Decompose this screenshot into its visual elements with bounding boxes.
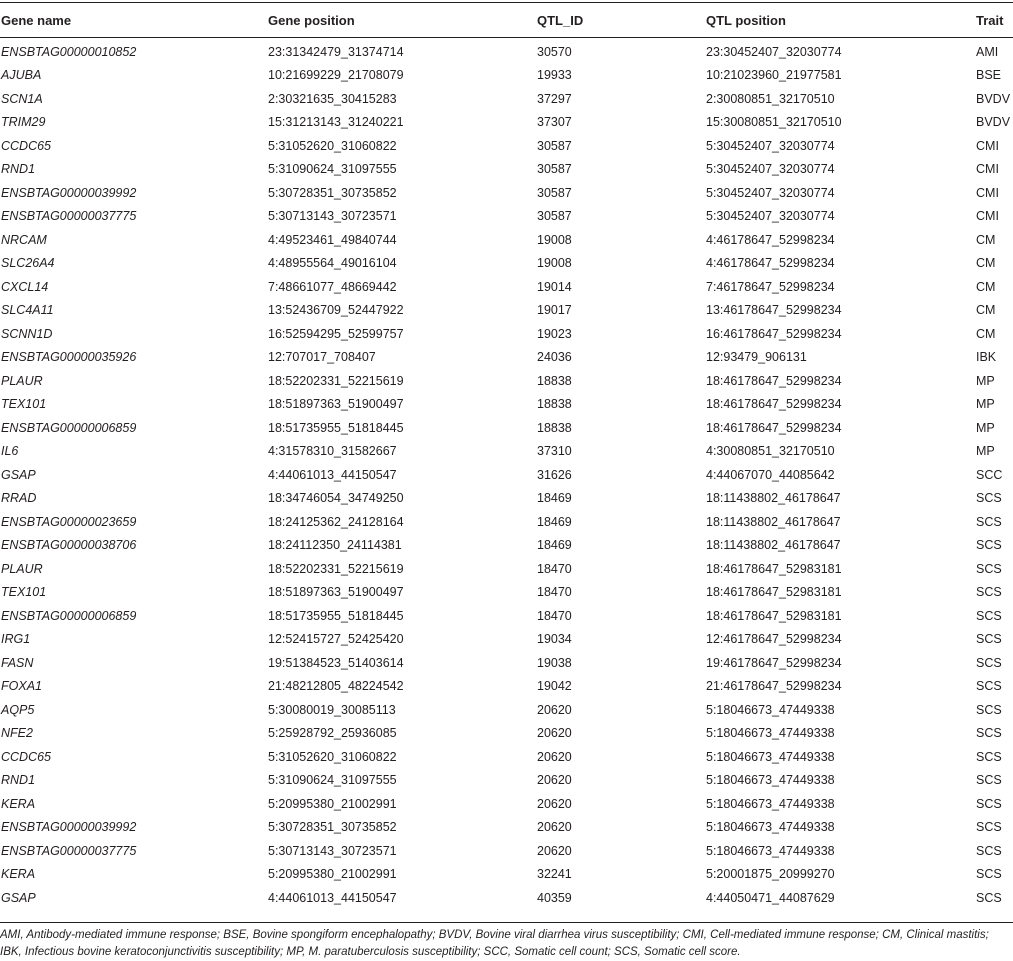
gene-name-cell: TRIM29: [1, 115, 46, 130]
qtl-position-cell: 5:18046673_47449338: [706, 726, 835, 741]
table-row: [0, 440, 1013, 464]
trait-cell: SCS: [976, 726, 1002, 741]
qtl-position-cell: 5:18046673_47449338: [706, 843, 835, 858]
gene-position-cell: 15:31213143_31240221: [268, 115, 404, 130]
table-row: [0, 111, 1013, 135]
qtl-id-cell: 31626: [537, 467, 572, 482]
table-row: [0, 628, 1013, 652]
qtl-id-cell: 19017: [537, 303, 572, 318]
table-header-row: [0, 3, 1013, 37]
gene-position-cell: 18:24125362_24128164: [268, 514, 404, 529]
gene-name-cell: AJUBA: [1, 68, 42, 83]
qtl-id-cell: 18838: [537, 420, 572, 435]
qtl-position-cell: 5:18046673_47449338: [706, 749, 835, 764]
gene-position-cell: 18:51897363_51900497: [268, 397, 404, 412]
trait-cell: SCS: [976, 773, 1002, 788]
table-row: [0, 722, 1013, 746]
gene-name-cell: ENSBTAG00000006859: [1, 420, 137, 435]
gene-name-cell: GSAP: [1, 467, 36, 482]
qtl-id-cell: 30587: [537, 162, 572, 177]
gene-name-cell: CCDC65: [1, 749, 52, 764]
trait-cell: BSE: [976, 68, 1002, 83]
qtl-id-cell: 32241: [537, 867, 572, 882]
table-row: [0, 134, 1013, 158]
gene-name-cell: ENSBTAG00000039992: [1, 185, 137, 200]
table-row: [0, 299, 1013, 323]
gene-position-cell: 18:51897363_51900497: [268, 585, 404, 600]
trait-cell: BVDV: [976, 115, 1011, 130]
qtl-id-cell: 19008: [537, 256, 572, 271]
qtl-id-cell: 30587: [537, 209, 572, 224]
table-row: [0, 792, 1013, 816]
qtl-position-cell: 5:18046673_47449338: [706, 796, 835, 811]
gene-position-cell: 21:48212805_48224542: [268, 679, 404, 694]
trait-cell: AMI: [976, 44, 999, 59]
trait-cell: SCS: [976, 632, 1002, 647]
gene-position-cell: 18:34746054_34749250: [268, 491, 404, 506]
gene-name-cell: ENSBTAG00000039992: [1, 820, 137, 835]
gene-name-cell: RND1: [1, 162, 36, 177]
gene-position-cell: 5:30728351_30735852: [268, 820, 397, 835]
table-row: [0, 275, 1013, 299]
gene-position-cell: 16:52594295_52599757: [268, 326, 404, 341]
qtl-position-cell: 5:30452407_32030774: [706, 162, 835, 177]
trait-cell: CM: [976, 303, 996, 318]
qtl-id-cell: 19933: [537, 68, 572, 83]
table-body: [0, 37, 1013, 910]
gene-position-cell: 10:21699229_21708079: [268, 68, 404, 83]
qtl-id-cell: 30587: [537, 138, 572, 153]
qtl-position-cell: 18:46178647_52998234: [706, 397, 842, 412]
qtl-position-cell: 4:44050471_44087629: [706, 890, 835, 905]
qtl-position-cell: 18:46178647_52998234: [706, 373, 842, 388]
gene-position-cell: 18:51735955_51818445: [268, 420, 404, 435]
qtl-id-cell: 18838: [537, 373, 572, 388]
qtl-id-cell: 30570: [537, 44, 572, 59]
table-row: [0, 604, 1013, 628]
gene-name-cell: SLC26A4: [1, 256, 55, 271]
qtl-id-cell: 37307: [537, 115, 572, 130]
trait-cell: SCC: [976, 467, 1003, 482]
qtl-id-cell: 18469: [537, 514, 572, 529]
qtl-position-cell: 12:93479_906131: [706, 350, 807, 365]
qtl-id-cell: 18838: [537, 397, 572, 412]
qtl-position-cell: 5:30452407_32030774: [706, 209, 835, 224]
qtl-position-cell: 13:46178647_52998234: [706, 303, 842, 318]
qtl-id-cell: 20620: [537, 726, 572, 741]
gene-name-cell: ENSBTAG00000037775: [1, 209, 137, 224]
trait-cell: CMI: [976, 138, 999, 153]
qtl-id-cell: 37310: [537, 444, 572, 459]
gene-position-cell: 5:31090624_31097555: [268, 162, 397, 177]
trait-cell: MP: [976, 420, 995, 435]
qtl-position-cell: 5:18046673_47449338: [706, 702, 835, 717]
qtl-position-cell: 4:44067070_44085642: [706, 467, 835, 482]
qtl-id-cell: 20620: [537, 843, 572, 858]
gene-name-cell: ENSBTAG00000010852: [1, 44, 137, 59]
qtl-id-cell: 20620: [537, 749, 572, 764]
table-row: [0, 816, 1013, 840]
table-row: [0, 393, 1013, 417]
trait-cell: CMI: [976, 162, 999, 177]
gene-name-cell: CCDC65: [1, 138, 52, 153]
table-row: [0, 581, 1013, 605]
table-row: [0, 745, 1013, 769]
gene-position-cell: 4:31578310_31582667: [268, 444, 397, 459]
gene-name-cell: SLC4A11: [1, 303, 54, 318]
gene-position-cell: 5:30713143_30723571: [268, 209, 397, 224]
gene-position-cell: 4:44061013_44150547: [268, 467, 397, 482]
gene-name-cell: SCNN1D: [1, 326, 53, 341]
trait-cell: SCS: [976, 679, 1002, 694]
table-row: [0, 87, 1013, 111]
gene-name-cell: CXCL14: [1, 279, 49, 294]
trait-cell: SCS: [976, 608, 1002, 623]
qtl-id-cell: 40359: [537, 890, 572, 905]
qtl-id-cell: 20620: [537, 820, 572, 835]
qtl-id-cell: 19008: [537, 232, 572, 247]
gene-name-cell: GSAP: [1, 890, 36, 905]
table-row: [0, 651, 1013, 675]
gene-name-cell: IRG1: [1, 632, 31, 647]
qtl-id-cell: 24036: [537, 350, 572, 365]
qtl-position-cell: 5:18046673_47449338: [706, 773, 835, 788]
bottom-rule: [0, 922, 1013, 923]
table-row: [0, 557, 1013, 581]
table-row: [0, 886, 1013, 910]
trait-cell: MP: [976, 397, 995, 412]
qtl-position-cell: 16:46178647_52998234: [706, 326, 842, 341]
gene-position-cell: 5:25928792_25936085: [268, 726, 397, 741]
table-row: [0, 863, 1013, 887]
qtl-position-cell: 4:46178647_52998234: [706, 256, 835, 271]
gene-position-cell: 18:24112350_24114381: [268, 538, 402, 553]
table-row: [0, 510, 1013, 534]
gene-position-cell: 23:31342479_31374714: [268, 44, 404, 59]
header-trait: Trait: [976, 12, 1004, 28]
qtl-position-cell: 18:46178647_52983181: [706, 585, 842, 600]
trait-cell: SCS: [976, 702, 1002, 717]
gene-position-cell: 19:51384523_51403614: [268, 655, 404, 670]
header-gene-position: Gene position: [268, 12, 355, 28]
qtl-position-cell: 12:46178647_52998234: [706, 632, 842, 647]
gene-name-cell: TEX101: [1, 585, 47, 600]
gene-name-cell: KERA: [1, 867, 36, 882]
table-row: [0, 228, 1013, 252]
gene-name-cell: RRAD: [1, 491, 37, 506]
gene-name-cell: TEX101: [1, 397, 47, 412]
gene-name-cell: ENSBTAG00000037775: [1, 843, 137, 858]
gene-name-cell: AQP5: [1, 702, 35, 717]
qtl-id-cell: 20620: [537, 773, 572, 788]
gene-name-cell: KERA: [1, 796, 36, 811]
trait-cell: SCS: [976, 585, 1002, 600]
trait-cell: CM: [976, 232, 996, 247]
gene-name-cell: FASN: [1, 655, 34, 670]
gene-position-cell: 5:31052620_31060822: [268, 749, 397, 764]
gene-position-cell: 4:49523461_49840744: [268, 232, 397, 247]
qtl-position-cell: 5:20001875_20999270: [706, 867, 835, 882]
gene-name-cell: NFE2: [1, 726, 33, 741]
trait-cell: SCS: [976, 843, 1002, 858]
qtl-id-cell: 19014: [537, 279, 572, 294]
gene-name-cell: IL6: [1, 444, 19, 459]
trait-cell: CM: [976, 256, 996, 271]
trait-cell: SCS: [976, 655, 1002, 670]
gene-name-cell: ENSBTAG00000006859: [1, 608, 137, 623]
trait-cell: MP: [976, 444, 995, 459]
qtl-id-cell: 20620: [537, 702, 572, 717]
gene-position-cell: 5:30728351_30735852: [268, 185, 397, 200]
gene-position-cell: 18:51735955_51818445: [268, 608, 404, 623]
trait-cell: SCS: [976, 890, 1002, 905]
qtl-id-cell: 18469: [537, 491, 572, 506]
gene-position-cell: 5:31052620_31060822: [268, 138, 397, 153]
qtl-id-cell: 18470: [537, 608, 572, 623]
gene-position-cell: 5:20995380_21002991: [268, 867, 397, 882]
trait-cell: SCS: [976, 491, 1002, 506]
trait-cell: SCS: [976, 749, 1002, 764]
table-row: [0, 534, 1013, 558]
qtl-position-cell: 18:11438802_46178647: [706, 491, 841, 506]
table-row: [0, 346, 1013, 370]
table-row: [0, 839, 1013, 863]
qtl-position-cell: 4:46178647_52998234: [706, 232, 835, 247]
trait-cell: IBK: [976, 350, 997, 365]
qtl-id-cell: 18470: [537, 561, 572, 576]
gene-position-cell: 5:30080019_30085113: [268, 702, 396, 717]
header-qtl-position: QTL position: [706, 12, 786, 28]
gene-position-cell: 13:52436709_52447922: [268, 303, 404, 318]
trait-cell: SCS: [976, 538, 1002, 553]
gene-position-cell: 5:30713143_30723571: [268, 843, 397, 858]
gene-name-cell: ENSBTAG00000035926: [1, 350, 137, 365]
qtl-id-cell: 19034: [537, 632, 572, 647]
table-row: [0, 463, 1013, 487]
trait-cell: SCS: [976, 561, 1002, 576]
gene-name-cell: SCN1A: [1, 91, 43, 106]
qtl-id-cell: 30587: [537, 185, 572, 200]
qtl-position-cell: 18:11438802_46178647: [706, 538, 841, 553]
gene-name-cell: NRCAM: [1, 232, 47, 247]
qtl-position-cell: 23:30452407_32030774: [706, 44, 842, 59]
gene-name-cell: ENSBTAG00000023659: [1, 514, 137, 529]
qtl-id-cell: 18469: [537, 538, 572, 553]
gene-position-cell: 18:52202331_52215619: [268, 373, 404, 388]
qtl-position-cell: 5:30452407_32030774: [706, 138, 835, 153]
gene-name-cell: ENSBTAG00000038706: [1, 538, 137, 553]
table-row: [0, 675, 1013, 699]
trait-cell: CMI: [976, 209, 999, 224]
trait-cell: SCS: [976, 514, 1002, 529]
qtl-position-cell: 18:46178647_52983181: [706, 608, 842, 623]
qtl-id-cell: 20620: [537, 796, 572, 811]
gene-name-cell: RND1: [1, 773, 36, 788]
qtl-position-cell: 15:30080851_32170510: [706, 115, 842, 130]
gene-name-cell: FOXA1: [1, 679, 42, 694]
table-row: [0, 369, 1013, 393]
gene-position-cell: 12:52415727_52425420: [268, 632, 404, 647]
qtl-position-cell: 7:46178647_52998234: [706, 279, 835, 294]
qtl-id-cell: 19023: [537, 326, 572, 341]
qtl-id-cell: 37297: [537, 91, 572, 106]
gene-position-cell: 12:707017_708407: [268, 350, 376, 365]
table-row: [0, 158, 1013, 182]
qtl-id-cell: 19038: [537, 655, 572, 670]
trait-cell: SCS: [976, 867, 1002, 882]
table-row: [0, 487, 1013, 511]
gene-position-cell: 18:52202331_52215619: [268, 561, 404, 576]
trait-cell: MP: [976, 373, 995, 388]
gene-position-cell: 4:44061013_44150547: [268, 890, 397, 905]
gene-name-cell: PLAUR: [1, 373, 43, 388]
gene-name-cell: PLAUR: [1, 561, 43, 576]
table-row: [0, 205, 1013, 229]
qtl-position-cell: 2:30080851_32170510: [706, 91, 835, 106]
table-footnote: AMI, Antibody-mediated immune response; BSE, Bovine spongiform encephalopathy; BVDV, Bovine viral diarrhea virus susceptibility; CMI, Cell-mediated immune response; CM, Clinical mastitis; IBK, Infectious bovine keratoconjunctivitis susceptibility; MP, M. paratuberculosis susceptibility; SCC, Somatic cell count; SCS, Somatic cell score.: [0, 929, 989, 958]
qtl-position-cell: 18:46178647_52983181: [706, 561, 842, 576]
trait-cell: BVDV: [976, 91, 1011, 106]
gene-position-cell: 4:48955564_49016104: [268, 256, 397, 271]
qtl-position-cell: 10:21023960_21977581: [706, 68, 842, 83]
table-row: [0, 698, 1013, 722]
table-row: [0, 322, 1013, 346]
header-gene-name: Gene name: [1, 12, 72, 28]
qtl-position-cell: 5:30452407_32030774: [706, 185, 835, 200]
gene-position-cell: 2:30321635_30415283: [268, 91, 397, 106]
table-row: [0, 181, 1013, 205]
qtl-id-cell: 18470: [537, 585, 572, 600]
table-row: [0, 252, 1013, 276]
table-row: [0, 64, 1013, 88]
qtl-position-cell: 4:30080851_32170510: [706, 444, 835, 459]
qtl-position-cell: 21:46178647_52998234: [706, 679, 842, 694]
trait-cell: SCS: [976, 796, 1002, 811]
table-row: [0, 769, 1013, 793]
qtl-gene-table: [0, 3, 1013, 910]
trait-cell: CMI: [976, 185, 999, 200]
trait-cell: SCS: [976, 820, 1002, 835]
table-row: [0, 37, 1013, 64]
table-row: [0, 416, 1013, 440]
gene-position-cell: 5:20995380_21002991: [268, 796, 397, 811]
qtl-position-cell: 19:46178647_52998234: [706, 655, 842, 670]
gene-position-cell: 7:48661077_48669442: [268, 279, 397, 294]
header-qtl-id: QTL_ID: [537, 12, 584, 28]
trait-cell: CM: [976, 326, 996, 341]
qtl-id-cell: 19042: [537, 679, 572, 694]
qtl-position-cell: 5:18046673_47449338: [706, 820, 835, 835]
trait-cell: CM: [976, 279, 996, 294]
gene-position-cell: 5:31090624_31097555: [268, 773, 397, 788]
qtl-position-cell: 18:11438802_46178647: [706, 514, 841, 529]
qtl-position-cell: 18:46178647_52998234: [706, 420, 842, 435]
